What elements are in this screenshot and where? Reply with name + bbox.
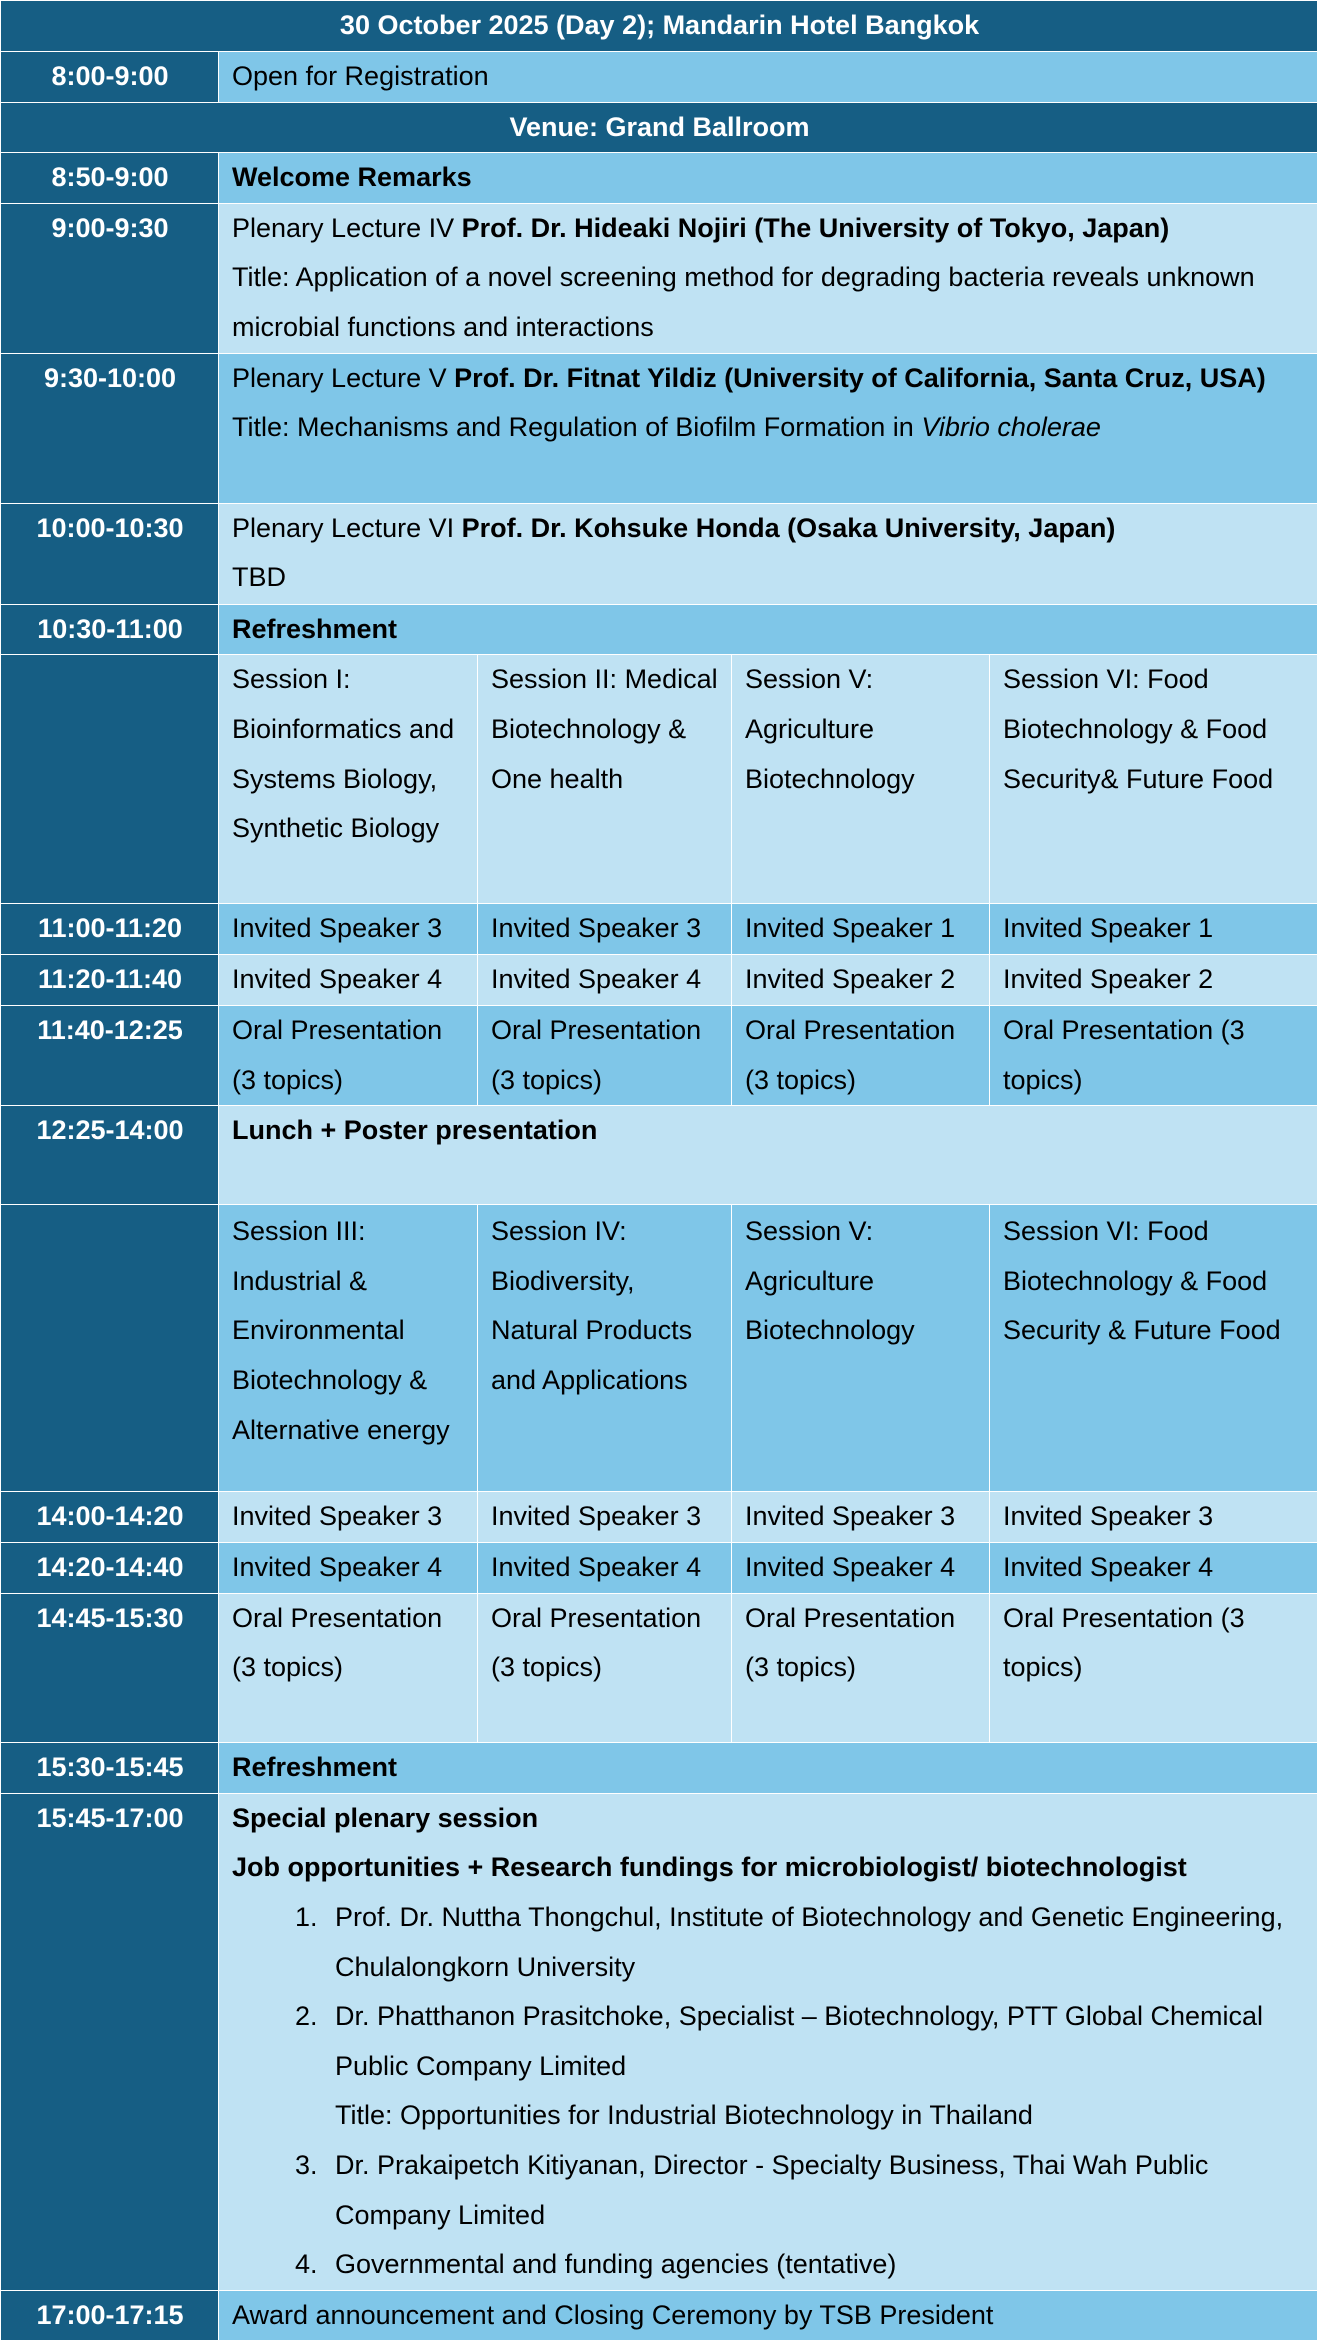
venue-row	[1, 102, 1317, 153]
session-cell: Invited Speaker 3	[478, 904, 732, 955]
closing-row	[1, 2290, 1317, 2341]
time-cell: 10:30-11:00	[1, 604, 219, 655]
plenary-title: Title: Mechanisms and Regulation of Biofilm Formation in	[232, 412, 914, 443]
plenary-title: Title: Application of a novel screening method for degrading bacteria reveals unknown microbial functions and interactions	[232, 262, 1255, 342]
plenary-lecture-4	[219, 203, 1317, 353]
session-cell: Invited Speaker 3	[219, 904, 478, 955]
plenary-label: Plenary Lecture V	[232, 362, 447, 393]
lunch-text: Lunch + Poster presentation	[219, 1106, 1317, 1205]
session-row	[1, 904, 1317, 955]
plenary-lecture-6-row	[1, 503, 1317, 604]
refreshment-row	[1, 604, 1317, 655]
talk-title: Title: Opportunities for Industrial Biotechnology in Thailand	[335, 2100, 1033, 2131]
time-cell: 14:45-15:30	[1, 1593, 219, 1742]
welcome-text: Welcome Remarks	[219, 153, 1317, 204]
session-header: Session II: Medical Biotechnology & One health	[478, 655, 732, 904]
special-plenary-title: Special plenary session	[232, 1802, 539, 1833]
plenary-lecture-6	[219, 503, 1317, 604]
time-cell: 11:40-12:25	[1, 1005, 219, 1105]
registration-text: Open for Registration	[219, 51, 1317, 102]
session-cell: Oral Presentation (3 topics)	[478, 1593, 732, 1742]
plenary-speaker: Prof. Dr. Kohsuke Honda (Osaka University, Japan)	[461, 512, 1116, 543]
session-header: Session VI: Food Biotechnology & Food Security & Future Food	[990, 1205, 1317, 1492]
time-cell: 17:00-17:15	[1, 2290, 219, 2341]
plenary-title: TBD	[232, 562, 286, 593]
plenary-lecture-4-row	[1, 203, 1317, 353]
time-cell: 15:30-15:45	[1, 1742, 219, 1793]
session-cell: Invited Speaker 3	[219, 1492, 478, 1543]
speaker-list	[232, 1893, 1305, 2290]
session-cell: Invited Speaker 3	[732, 1492, 990, 1543]
session-cell: Oral Presentation (3 topics)	[732, 1593, 990, 1742]
session-header: Session I: Bioinformatics and Systems Biology, Synthetic Biology	[219, 655, 478, 904]
speaker-text: Dr. Phatthanon Prasitchoke, Specialist – Biotechnology, PTT Global Chemical Public Company Limited	[335, 2001, 1263, 2081]
session-cell: Invited Speaker 3	[990, 1492, 1317, 1543]
time-cell: 11:00-11:20	[1, 904, 219, 955]
session-row	[1, 1492, 1317, 1543]
plenary-lecture-5	[219, 353, 1317, 503]
session-cell: Invited Speaker 4	[219, 1543, 478, 1594]
time-cell-empty	[1, 1205, 219, 1492]
time-cell: 12:25-14:00	[1, 1106, 219, 1205]
plenary-lecture-5-row	[1, 353, 1317, 503]
list-item	[325, 2240, 1305, 2290]
welcome-row	[1, 153, 1317, 204]
session-header: Session VI: Food Biotechnology & Food Security& Future Food	[990, 655, 1317, 904]
list-item	[325, 1992, 1305, 2141]
time-cell: 10:00-10:30	[1, 503, 219, 604]
plenary-speaker: Prof. Dr. Hideaki Nojiri (The University of Tokyo, Japan)	[461, 212, 1170, 243]
lunch-row	[1, 1106, 1317, 1205]
speaker-text: Prof. Dr. Nuttha Thongchul, Institute of Biotechnology and Genetic Engineering, Chulalongkorn University	[335, 1901, 1284, 1982]
time-cell: 8:50-9:00	[1, 153, 219, 204]
session-cell: Invited Speaker 1	[732, 904, 990, 955]
refreshment-row	[1, 1742, 1317, 1793]
page-title: 30 October 2025 (Day 2); Mandarin Hotel Bangkok	[1, 1, 1317, 52]
closing-text: Award announcement and Closing Ceremony by TSB President	[219, 2290, 1317, 2341]
session-cell: Invited Speaker 2	[990, 954, 1317, 1005]
plenary-label: Plenary Lecture VI	[232, 512, 455, 543]
speaker-text: Governmental and funding agencies (tentative)	[335, 2249, 897, 2280]
plenary-title-species: Vibrio cholerae	[921, 412, 1101, 443]
session-cell: Oral Presentation (3 topics)	[219, 1005, 478, 1105]
special-plenary-subtitle: Job opportunities + Research fundings for microbiologist/ biotechnologist	[232, 1852, 1187, 1883]
registration-row	[1, 51, 1317, 102]
session-row	[1, 1543, 1317, 1594]
time-cell: 9:00-9:30	[1, 203, 219, 353]
venue-title: Venue: Grand Ballroom	[1, 102, 1317, 153]
plenary-label: Plenary Lecture IV	[232, 212, 455, 243]
refreshment-text: Refreshment	[219, 1742, 1317, 1793]
session-cell: Oral Presentation (3 topics)	[219, 1593, 478, 1742]
session-row	[1, 1593, 1317, 1742]
session-header: Session V: Agriculture Biotechnology	[732, 655, 990, 904]
session-header: Session V: Agriculture Biotechnology	[732, 1205, 990, 1492]
special-plenary-row	[1, 1793, 1317, 2290]
session-cell: Oral Presentation (3 topics)	[990, 1005, 1317, 1105]
header-row	[1, 1, 1317, 52]
time-cell: 8:00-9:00	[1, 51, 219, 102]
session-cell: Invited Speaker 4	[219, 954, 478, 1005]
session-header-row-afternoon	[1, 1205, 1317, 1492]
special-plenary-session	[219, 1793, 1317, 2290]
session-header: Session III: Industrial & Environmental Biotechnology & Alternative energy	[219, 1205, 478, 1492]
session-row	[1, 1005, 1317, 1105]
session-cell: Invited Speaker 4	[990, 1543, 1317, 1594]
list-item	[325, 2141, 1305, 2240]
session-cell: Invited Speaker 2	[732, 954, 990, 1005]
time-cell-empty	[1, 655, 219, 904]
plenary-speaker: Prof. Dr. Fitnat Yildiz (University of California, Santa Cruz, USA)	[454, 362, 1266, 393]
time-cell: 9:30-10:00	[1, 353, 219, 503]
session-cell: Invited Speaker 4	[732, 1543, 990, 1594]
time-cell: 14:00-14:20	[1, 1492, 219, 1543]
session-cell: Oral Presentation (3 topics)	[732, 1005, 990, 1105]
session-cell: Invited Speaker 3	[478, 1492, 732, 1543]
session-header-row-morning	[1, 655, 1317, 904]
time-cell: 11:20-11:40	[1, 954, 219, 1005]
session-cell: Invited Speaker 4	[478, 954, 732, 1005]
session-row	[1, 954, 1317, 1005]
session-cell: Invited Speaker 1	[990, 904, 1317, 955]
time-cell: 15:45-17:00	[1, 1793, 219, 2290]
refreshment-text: Refreshment	[219, 604, 1317, 655]
session-cell: Oral Presentation (3 topics)	[990, 1593, 1317, 1742]
speaker-text: Dr. Prakaipetch Kitiyanan, Director - Specialty Business, Thai Wah Public Company Limited	[335, 2149, 1209, 2230]
session-header: Session IV: Biodiversity, Natural Products and Applications	[478, 1205, 732, 1492]
time-cell: 14:20-14:40	[1, 1543, 219, 1594]
session-cell: Invited Speaker 4	[478, 1543, 732, 1594]
list-item	[325, 1893, 1305, 1992]
session-cell: Oral Presentation (3 topics)	[478, 1005, 732, 1105]
